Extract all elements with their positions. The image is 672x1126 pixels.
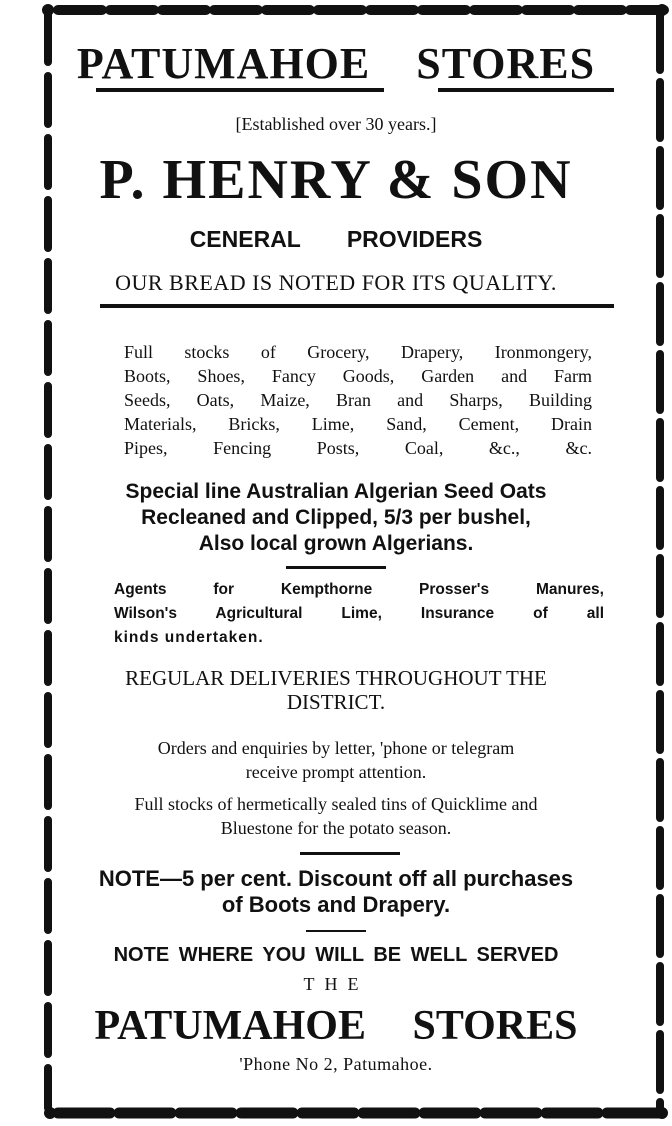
title-patumahoe-stores: PATUMAHOE STORES bbox=[76, 39, 596, 88]
orders-line-1: Orders and enquiries by letter, 'phone or telegram bbox=[157, 738, 515, 758]
stocks-line: Seeds, Oats, Maize, Bran and Sharps, Building bbox=[124, 390, 592, 410]
divider-1 bbox=[100, 304, 614, 308]
served-note: NOTE WHERE YOU WILL BE WELL SERVED bbox=[113, 944, 559, 966]
the-label: THE bbox=[303, 974, 369, 994]
firm-name: P. HENRY & SON bbox=[99, 149, 573, 211]
phone-number: 'Phone No 2, Patumahoe. bbox=[239, 1054, 433, 1074]
stocks-line: Pipes, Fencing Posts, Coal, &c., &c. bbox=[124, 438, 592, 458]
bread-quality: OUR BREAD IS NOTED FOR ITS QUALITY. bbox=[115, 270, 557, 295]
deliveries-line-1: REGULAR DELIVERIES THROUGHOUT THE bbox=[125, 666, 547, 690]
divider-2 bbox=[286, 566, 386, 569]
trade-description: CENERAL PROVIDERS bbox=[189, 226, 483, 252]
stocks-line: Full stocks of Grocery, Drapery, Ironmongery, bbox=[124, 342, 592, 362]
discount-line-2: of Boots and Drapery. bbox=[221, 892, 451, 917]
agents-line: Agents for Kempthorne Prosser's Manures, bbox=[114, 581, 604, 598]
orders-line-2: receive prompt attention. bbox=[245, 762, 427, 782]
agents-line: Wilson's Agricultural Lime, Insurance of all bbox=[114, 605, 604, 622]
special-line-3: Also local grown Algerians. bbox=[198, 532, 474, 555]
quicklime-line-1: Full stocks of hermetically sealed tins of Quicklime and bbox=[134, 794, 538, 814]
established-note: [Established over 30 years.] bbox=[235, 114, 437, 134]
special-line-2: Recleaned and Clipped, 5/3 per bushel, bbox=[141, 506, 531, 529]
agents-paragraph bbox=[114, 578, 604, 650]
closing-patumahoe-stores: PATUMAHOE STORES bbox=[94, 1003, 578, 1049]
agents-line: kinds undertaken. bbox=[114, 629, 264, 646]
title-underline-right bbox=[438, 88, 614, 92]
deliveries-line-2: DISTRICT. bbox=[286, 690, 386, 714]
divider-4 bbox=[306, 930, 366, 932]
stocks-line: Boots, Shoes, Fancy Goods, Garden and Farm bbox=[124, 366, 592, 386]
special-line-1: Special line Australian Algerian Seed Oats bbox=[125, 480, 547, 503]
stocks-line: Materials, Bricks, Lime, Sand, Cement, Drain bbox=[124, 414, 592, 434]
quicklime-line-2: Bluestone for the potato season. bbox=[220, 818, 452, 838]
stocks-paragraph bbox=[124, 340, 592, 460]
discount-line-1: NOTE—5 per cent. Discount off all purchases bbox=[98, 866, 574, 891]
divider-3 bbox=[300, 852, 400, 855]
title-underline bbox=[96, 88, 384, 92]
